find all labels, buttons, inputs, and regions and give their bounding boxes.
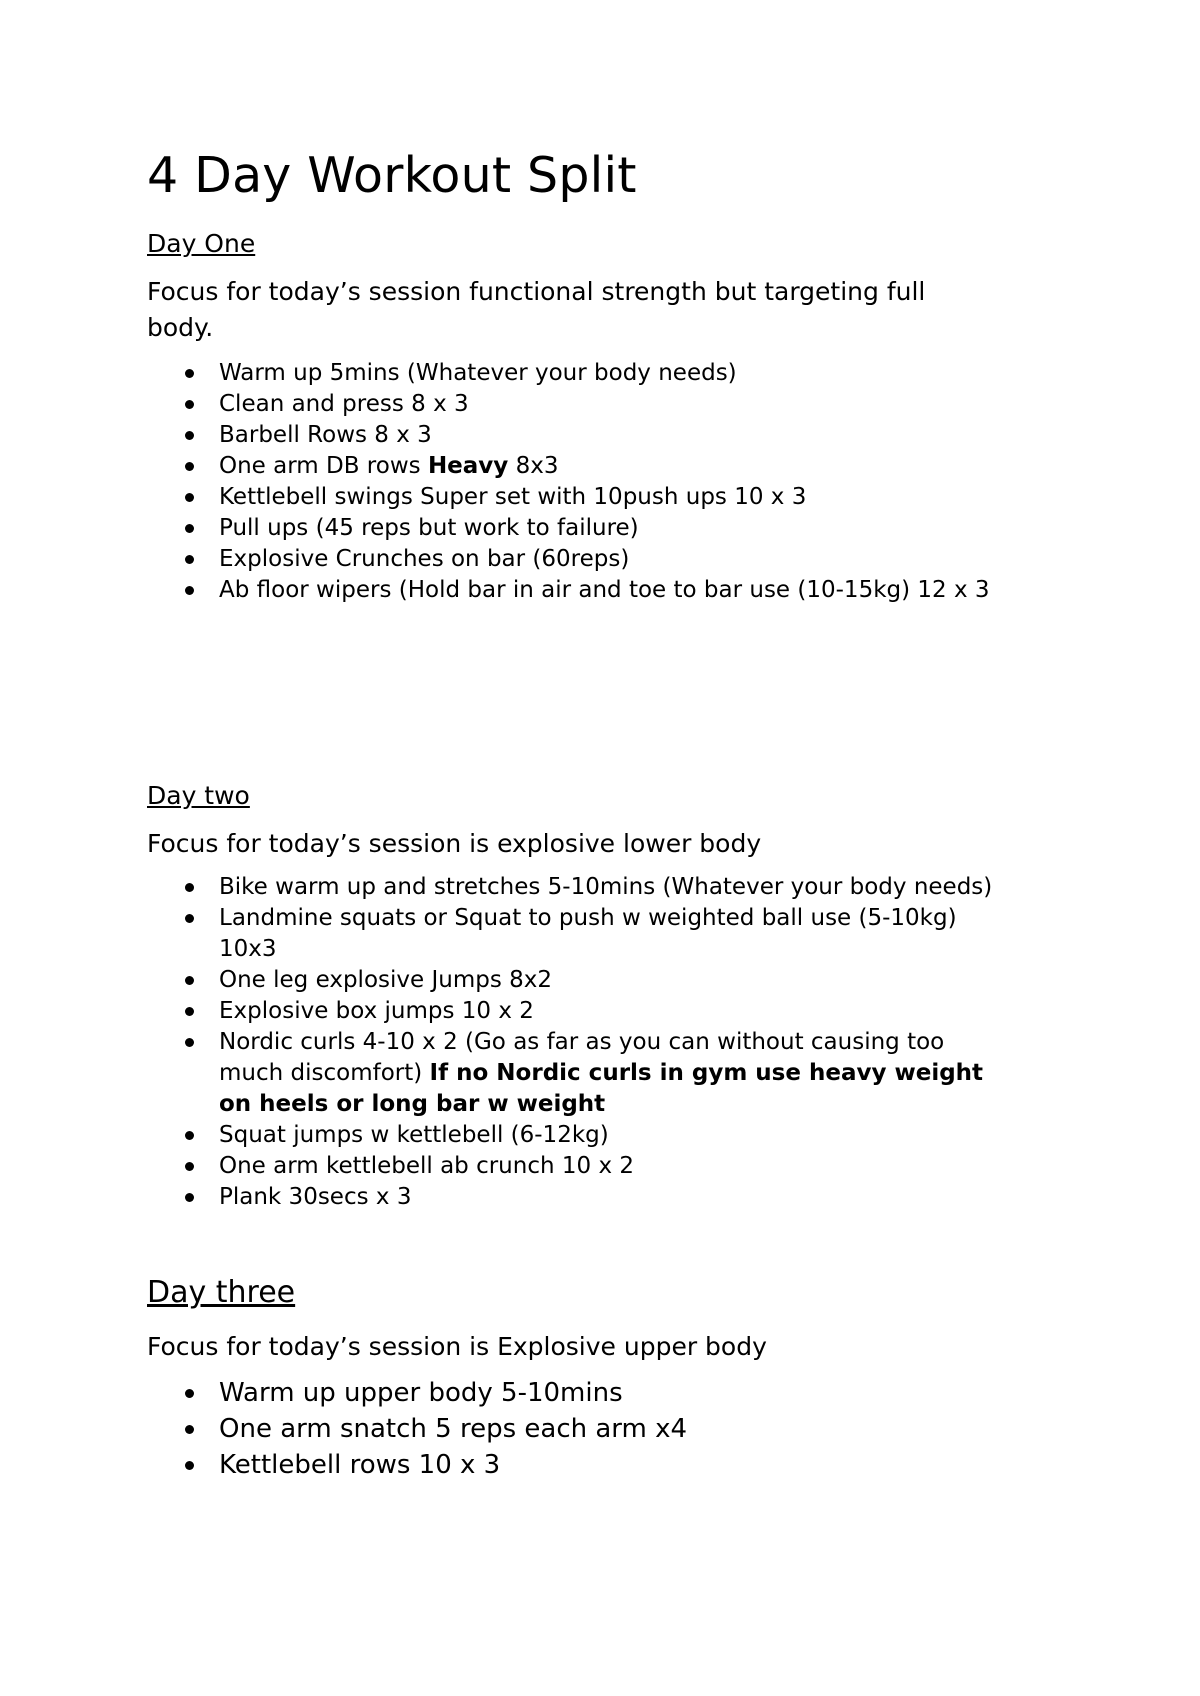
bullet-icon bbox=[185, 914, 194, 923]
item-text: Kettlebell swings Super set with 10push ups 10 x 3 bbox=[219, 484, 807, 510]
list-item bbox=[219, 1151, 1067, 1182]
item-text: Ab floor wipers (Hold bar in air and toe to bar use (10-15kg) 12 x 3 bbox=[219, 577, 990, 603]
item-text: Squat jumps w kettlebell (6-12kg) bbox=[219, 1122, 609, 1148]
focus-text bbox=[147, 274, 1067, 346]
section-day-two bbox=[147, 778, 1067, 1213]
item-text: Bike warm up and stretches 5-10mins (Whatever your body needs) bbox=[219, 874, 993, 900]
bullet-icon bbox=[185, 1131, 194, 1140]
item-text: Explosive box jumps 10 x 2 bbox=[219, 998, 534, 1024]
list-item bbox=[219, 1027, 1067, 1120]
section-heading: Day two bbox=[147, 781, 250, 810]
item-bold-text: Heavy bbox=[427, 453, 509, 479]
list-item bbox=[219, 1375, 1067, 1411]
list-item bbox=[219, 544, 1067, 575]
item-text: Plank 30secs x 3 bbox=[219, 1184, 412, 1210]
item-text: One arm DB rows bbox=[219, 453, 428, 479]
focus-text: Focus for today’s session is explosive lower body bbox=[147, 829, 762, 858]
bullet-icon bbox=[185, 369, 194, 378]
list-item bbox=[219, 482, 1067, 513]
item-text: Warm up 5mins (Whatever your body needs) bbox=[219, 360, 737, 386]
section-heading: Day three bbox=[147, 1275, 296, 1310]
item-text: Clean and press 8 x 3 bbox=[219, 391, 469, 417]
focus-line: Focus for today’s session functional strength but targeting full bbox=[147, 277, 926, 306]
bullet-icon bbox=[185, 1162, 194, 1171]
item-text: Landmine squats or Squat to push w weighted ball use (5-10kg) bbox=[219, 905, 957, 931]
bullet-icon bbox=[185, 883, 194, 892]
list-item bbox=[219, 903, 1067, 965]
bullet-icon bbox=[185, 493, 194, 502]
bullet-icon bbox=[185, 976, 194, 985]
bullet-icon bbox=[185, 400, 194, 409]
document-title: 4 Day Workout Split bbox=[147, 147, 637, 204]
focus-text: Focus for today’s session is Explosive upper body bbox=[147, 1332, 767, 1361]
bullet-icon bbox=[185, 1425, 194, 1434]
item-text: 10x3 bbox=[219, 936, 277, 962]
bullet-icon bbox=[185, 555, 194, 564]
bullet-icon bbox=[185, 1007, 194, 1016]
item-bold-text: on heels or long bar w weight bbox=[219, 1091, 606, 1117]
list-item bbox=[219, 513, 1067, 544]
item-text: much discomfort) bbox=[219, 1060, 430, 1086]
item-text: One leg explosive Jumps 8x2 bbox=[219, 967, 552, 993]
item-text: One arm snatch 5 reps each arm x4 bbox=[219, 1414, 688, 1444]
item-bold-text: If no Nordic curls in gym use heavy weight bbox=[429, 1060, 984, 1086]
bullet-icon bbox=[185, 1038, 194, 1047]
item-text: Kettlebell rows 10 x 3 bbox=[219, 1450, 501, 1480]
section-day-three bbox=[147, 1273, 1067, 1483]
list-item bbox=[219, 1411, 1067, 1447]
item-text: One arm kettlebell ab crunch 10 x 2 bbox=[219, 1153, 634, 1179]
bullet-icon bbox=[185, 524, 194, 533]
item-text: Explosive Crunches on bar (60reps) bbox=[219, 546, 630, 572]
exercise-list bbox=[147, 1375, 1067, 1483]
list-item bbox=[219, 1447, 1067, 1483]
list-item bbox=[219, 420, 1067, 451]
bullet-icon bbox=[185, 586, 194, 595]
focus-line: body. bbox=[147, 313, 214, 342]
item-text: Nordic curls 4-10 x 2 (Go as far as you can without causing too bbox=[219, 1029, 945, 1055]
list-item bbox=[219, 965, 1067, 996]
bullet-icon bbox=[185, 1389, 194, 1398]
item-text: 8x3 bbox=[508, 453, 559, 479]
list-item bbox=[219, 1120, 1067, 1151]
bullet-icon bbox=[185, 431, 194, 440]
list-item bbox=[219, 575, 1067, 606]
bullet-icon bbox=[185, 1461, 194, 1470]
section-heading: Day One bbox=[147, 229, 256, 258]
document-body bbox=[147, 140, 1067, 1483]
list-item bbox=[219, 389, 1067, 420]
list-item bbox=[219, 358, 1067, 389]
list-item bbox=[219, 451, 1067, 482]
exercise-list bbox=[147, 872, 1067, 1213]
bullet-icon bbox=[185, 462, 194, 471]
bullet-icon bbox=[185, 1193, 194, 1202]
list-item bbox=[219, 1182, 1067, 1213]
exercise-list bbox=[147, 358, 1067, 606]
list-item bbox=[219, 872, 1067, 903]
item-text: Barbell Rows 8 x 3 bbox=[219, 422, 432, 448]
item-text: Warm up upper body 5-10mins bbox=[219, 1378, 623, 1408]
item-text: Pull ups (45 reps but work to failure) bbox=[219, 515, 639, 541]
list-item bbox=[219, 996, 1067, 1027]
section-day-one bbox=[147, 226, 1067, 606]
